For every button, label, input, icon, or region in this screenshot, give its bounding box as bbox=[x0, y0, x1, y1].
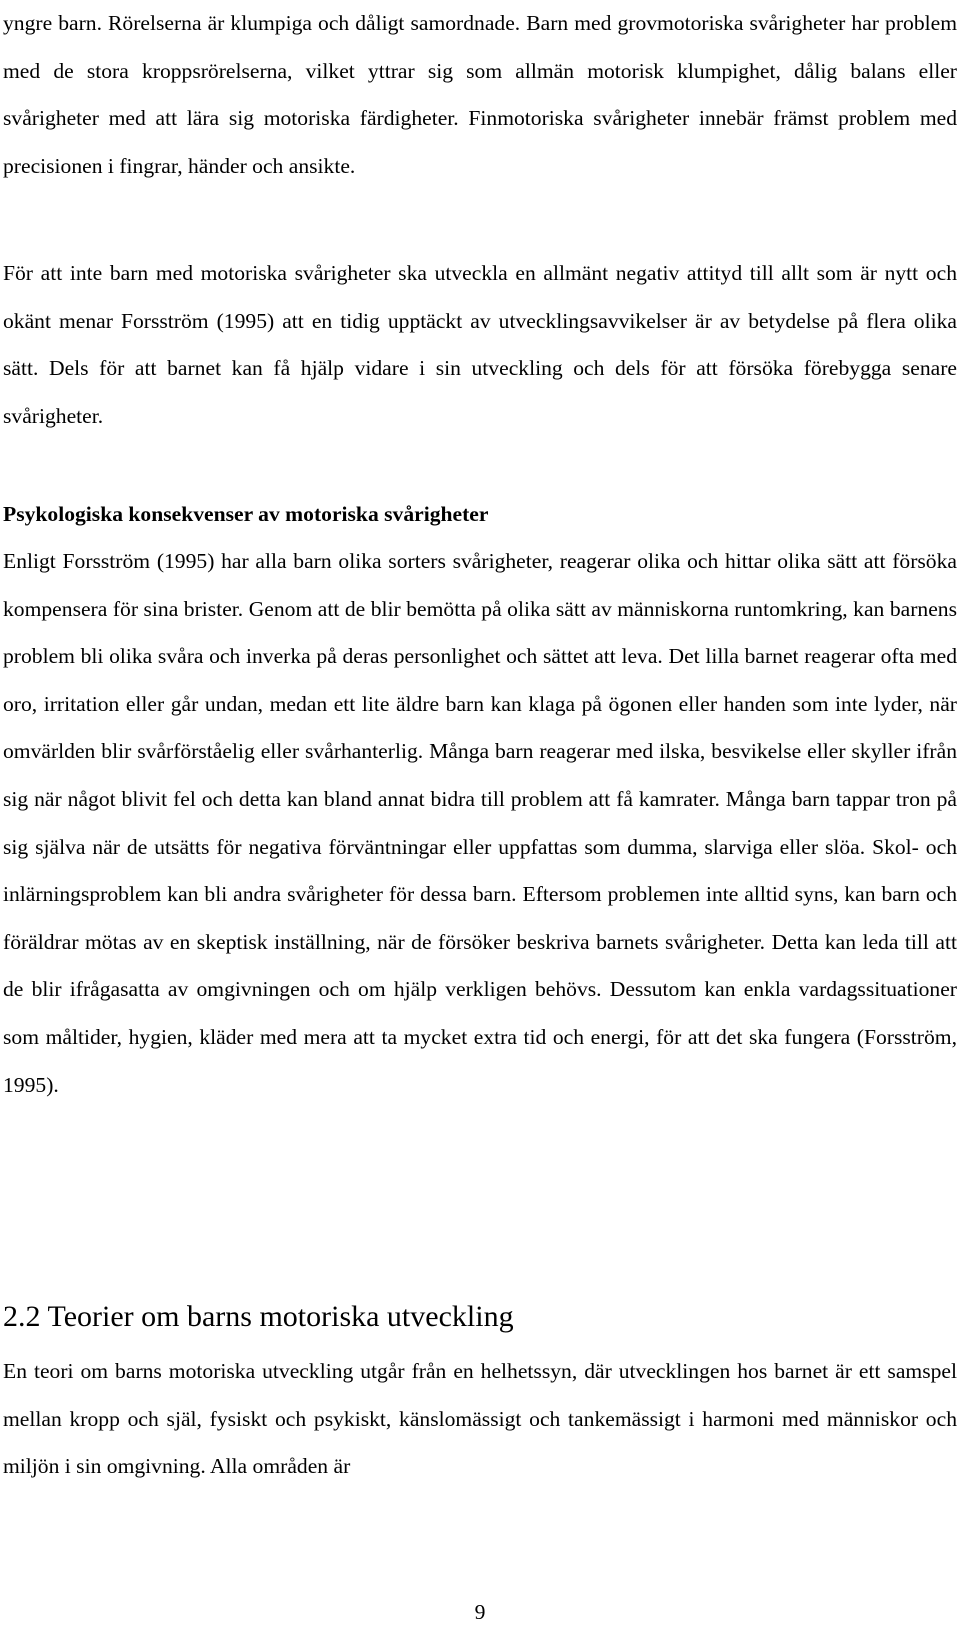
page-number: 9 bbox=[474, 1600, 486, 1624]
paragraph-theories: En teori om barns motoriska utveckling utgår från en helhetssyn, där utvecklingen hos barnet är ett samspel mellan kropp och själ, fysiskt och psykiskt, känslomässigt och tankemässigt i harmoni med människor och miljön i sin omgivning. Alla områden är bbox=[3, 1359, 957, 1479]
paragraph-psychological-consequences: Enligt Forsström (1995) har alla barn olika sorters svårigheter, reagerar olika och hittar olika sätt att försöka kompensera för sina brister. Genom att de blir bemötta på olika sätt av människorna runtomkring, kan barnens problem bli olika svåra och inverka på deras personlighet och sättet att leva. Det lilla barnet reagerar ofta med oro, irritation eller går undan, medan ett lite äldre barn kan klaga på ögonen eller handen som inte lyder, när omvärlden blir svårförståelig eller svårhanterlig. Många barn reagerar med ilska, besvikelse eller skyller ifrån sig när något blivit fel och detta kan bland annat bidra till problem att få kamrater. Många barn tappar tron på sig själva när de utsätts för negativa förväntningar eller uppfattas som dumma, slarviga eller slöa. Skol- och inlärningsproblem kan bli andra svårigheter för dessa barn. Eftersom problemen inte alltid syns, kan barn och föräldrar mötas av en skeptisk inställning, när de försöker beskriva barnets svårigheter. Detta kan leda till att de blir ifrågasatta av omgivningen och om hjälp verkligen behövs. Dessutom kan enkla vardagssituationer som måltider, hygien, kläder med mera att ta mycket extra tid och energi, för att det ska fungera (Forsström, 1995). bbox=[3, 549, 957, 1097]
paragraph-motor-difficulties: yngre barn. Rörelserna är klumpiga och dåligt samordnade. Barn med grovmotoriska svårigheter har problem med de stora kroppsrörelserna, vilket yttrar sig som allmän motorisk klumpighet, dålig balans eller svårigheter med att lära sig motoriska färdigheter. Finmotoriska svårigheter innebär främst problem med precisionen i fingrar, händer och ansikte. bbox=[3, 11, 957, 178]
section-title-theories: 2.2 Teorier om barns motoriska utveckling bbox=[3, 1300, 514, 1333]
paragraph-early-detection: För att inte barn med motoriska svårigheter ska utveckla en allmänt negativ attityd till allt som är nytt och okänt menar Forsström (1995) att en tidig upptäckt av utvecklingsavvikelser är av betydelse på flera olika sätt. Dels för att barnet kan få hjälp vidare i sin utveckling och dels för att försöka förebygga senare svårigheter. bbox=[3, 261, 957, 428]
subheading-psychological-consequences: Psykologiska konsekvenser av motoriska svårigheter bbox=[3, 502, 489, 526]
